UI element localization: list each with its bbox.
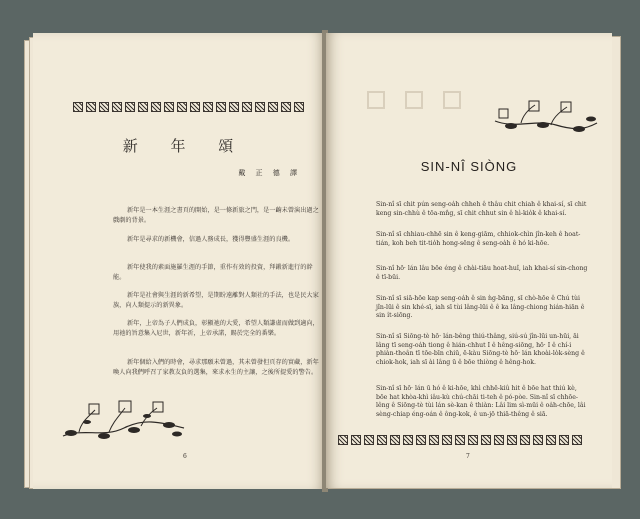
page-number: 6 [183,453,187,460]
paragraph: Sin-nî sī Siōng-tè hō· lán-bêng thiú-thâng, siú-sú jîn-lūi un-hūi, āi lâng tī seng-oa̍h tiong ê hián-chhut I ê hêng-siōng, hō· I ê chí-i phiàn-thoân tī tōe-bīn chiū, ē-kàu Siōng-tè hō· lán khoài-lo̍k-sèng ê chiok-hok, iah sī ài lâng ū ê bōe thiòng ê hêng-hok. [376,333,585,366]
paragraph: 新年是尋求的新機會，信過人務成長，獲得豐盛生涯的良機。 [127,236,295,243]
ornament-band-bottom [338,435,582,445]
page-number: 7 [466,453,470,460]
left-page [33,33,325,489]
paragraph: 新年使我的素面施羅生涯的手節，重作有效的投資，拜鍛新進行的幹能。 [113,264,313,281]
paragraph: 新年，上帝為子人們成負，彰顯祂的大愛，希望人類謙虛而做到適向，用祂的旨意集入尼世，新年祈，上帝承諾，賜於完全的番樂。 [113,320,319,337]
floral-ornament [491,99,601,139]
floral-ornament [59,398,189,443]
paragraph: Sin-nî hō· lán lâu bōe éng ê chài-tiāu hoat-huî, iah khai-sí sin-chong ê tī-būi. [376,265,588,281]
page-title: 新 年 頌 [122,137,248,155]
paragraph: Sin-nî sī hō· lán ū hó ê ki-hōe, khì chhē-kiû hit ê bōe hat thiú kè, bōe hat khòa-khì iâu-kù chú-chāi ti-teh ê pó-pòe. Sin-nî sī chhōe-lêng ê Siōng-tè tùi lán sè-kan ê thiàn: Lâi lim sì-mūi ê oa̍h-chōe, lâi sèng-chiap éng-oán ê ông-kok, ê un-jō thiā-thêng ê siā. [376,385,586,418]
paragraph: Sin-nî sī siā-hōe kap seng-oa̍h ê sin ǹg-bāng, sī chò-hōe ê Chú tùi jîn-lūi ê sin khé-sī, iah sī tùi lâng-lūi ê ê ka lâng-chiong hián-hiān ê sin i̍t-siōng. [376,295,585,320]
paragraph: Sin-nî sī chit pún seng-oa̍h chheh ê thâu chit chiah ê khai-sí, sī chit keng sin-chhù ê tōa-mn̂g, sī chit chhut sin ê hì-kio̍k ê khai-sí. [376,201,587,217]
page-title: SIN-NÎ SIÒNG [420,159,518,174]
ornament-band-top [73,102,304,112]
show-through-text [366,89,476,115]
right-page [326,33,612,488]
paragraph: 新年個給入們的時會，尋求那願未曾過，其未曾發但頁存的實藏，新年喚人向我們呼召了家教友負的選集，來求永生的主讓，之後所提愛的警告。 [113,359,319,376]
paragraph: 新年是一本生涯之書頁的開始，是一條新旅之門，是一齣未曾演出過之戲劇的背景。 [113,207,319,224]
paragraph: Sin-nî sī chhiau-chhē sin ê keng-giām, chhiok-chìn jîn-keh ê hoat-tián, koh beh tit-tio̍h hong-sēng ê seng-oa̍h ê hó ki-hōe. [376,231,581,247]
paragraph: 新年是社會與生涯的新希望，是期盼遠離對人類社的手法，也是民大家族，向人類提示的新異象。 [113,292,319,309]
translator-credit: 戴 正 德 譯 [238,169,301,177]
